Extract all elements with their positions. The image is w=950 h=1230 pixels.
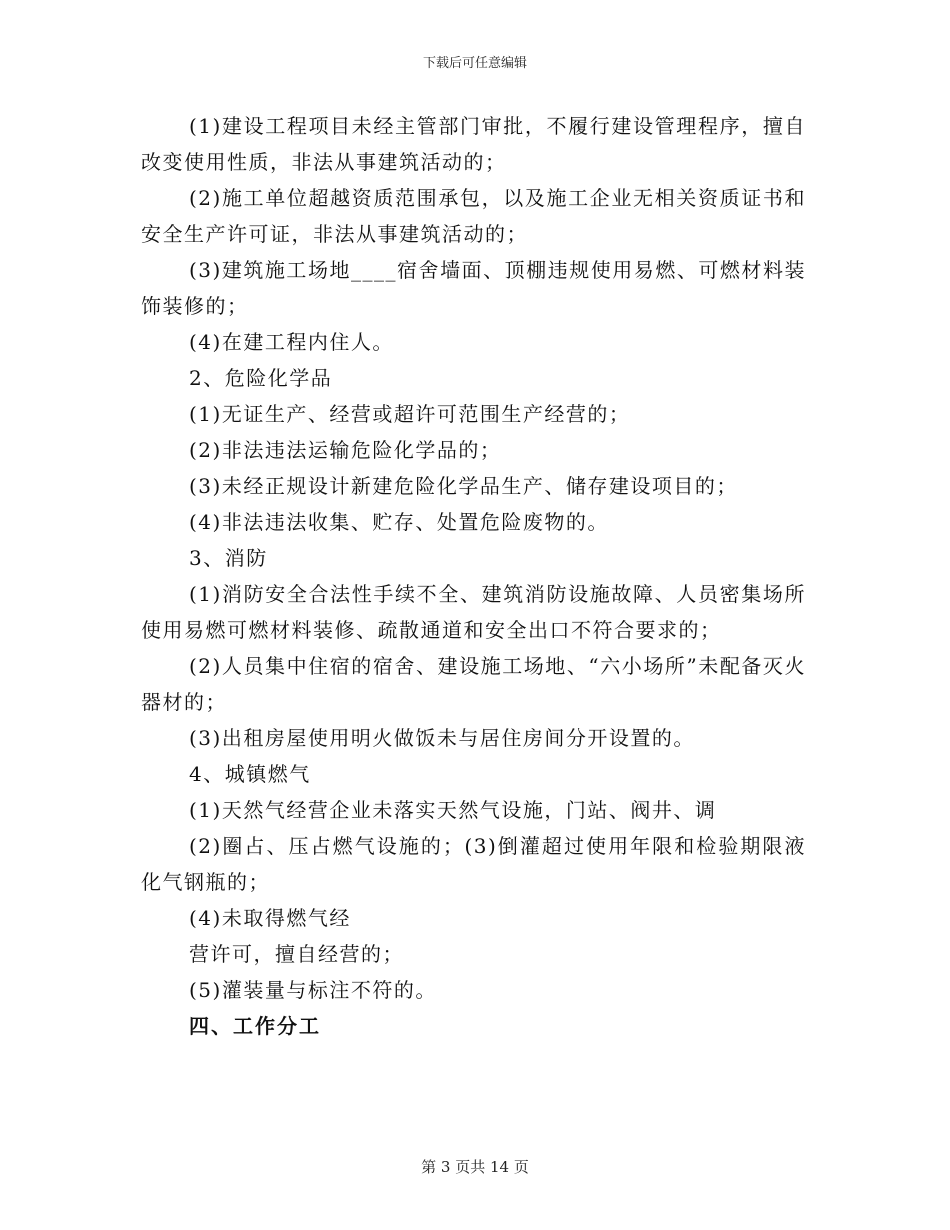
paragraph: (1)消防安全合法性手续不全、建筑消防设施故障、人员密集场所使用易燃可燃材料装修、疏散通道和安全出口不符合要求的； <box>141 582 806 642</box>
section-heading: 4、城镇燃气 <box>189 762 311 786</box>
paragraph: (1)无证生产、经营或超许可范围生产经营的； <box>189 402 631 426</box>
paragraph: (1)建设工程项目未经主管部门审批，不履行建设管理程序，擅自改变使用性质，非法从事建筑活动的； <box>141 114 806 174</box>
paragraph: (1)天然气经营企业未落实天然气设施，门站、阀井、调 <box>189 798 717 822</box>
paragraph: (4)在建工程内住人。 <box>189 330 394 354</box>
paragraph: (2)圈占、压占燃气设施的；(3)倒灌超过使用年限和检验期限液化气钢瓶的； <box>141 834 806 894</box>
paragraph: (2)施工单位超越资质范围承包，以及施工企业无相关资质证书和安全生产许可证，非法从事建筑活动的； <box>141 186 806 246</box>
section-heading: 2、危险化学品 <box>189 366 333 390</box>
paragraph: (2)非法违法运输危险化学品的； <box>189 438 502 462</box>
paragraph: (4)非法违法收集、贮存、处置危险废物的。 <box>189 510 609 534</box>
page-footer: 第 3 页共 14 页 <box>421 1158 529 1176</box>
paragraph: (4)未取得燃气经 <box>189 906 351 930</box>
section-heading: 3、消防 <box>189 546 268 570</box>
paragraph: (5)灌装量与标注不符的。 <box>189 978 437 1002</box>
document-body <box>141 108 806 1044</box>
paragraph: 营许可，擅自经营的； <box>189 942 404 966</box>
paragraph: (3)建筑施工场地____宿舍墙面、顶棚违规使用易燃、可燃材料装饰装修的； <box>141 258 806 318</box>
paragraph: (3)出租房屋使用明火做饭未与居住房间分开设置的。 <box>189 726 695 750</box>
chapter-heading: 四、工作分工 <box>189 1014 321 1038</box>
paragraph: (3)未经正规设计新建危险化学品生产、储存建设项目的； <box>189 474 738 498</box>
paragraph: (2)人员集中住宿的宿舍、建设施工场地、“六小场所”未配备灭火器材的； <box>141 654 806 714</box>
page-header: 下载后可任意编辑 <box>422 56 527 71</box>
